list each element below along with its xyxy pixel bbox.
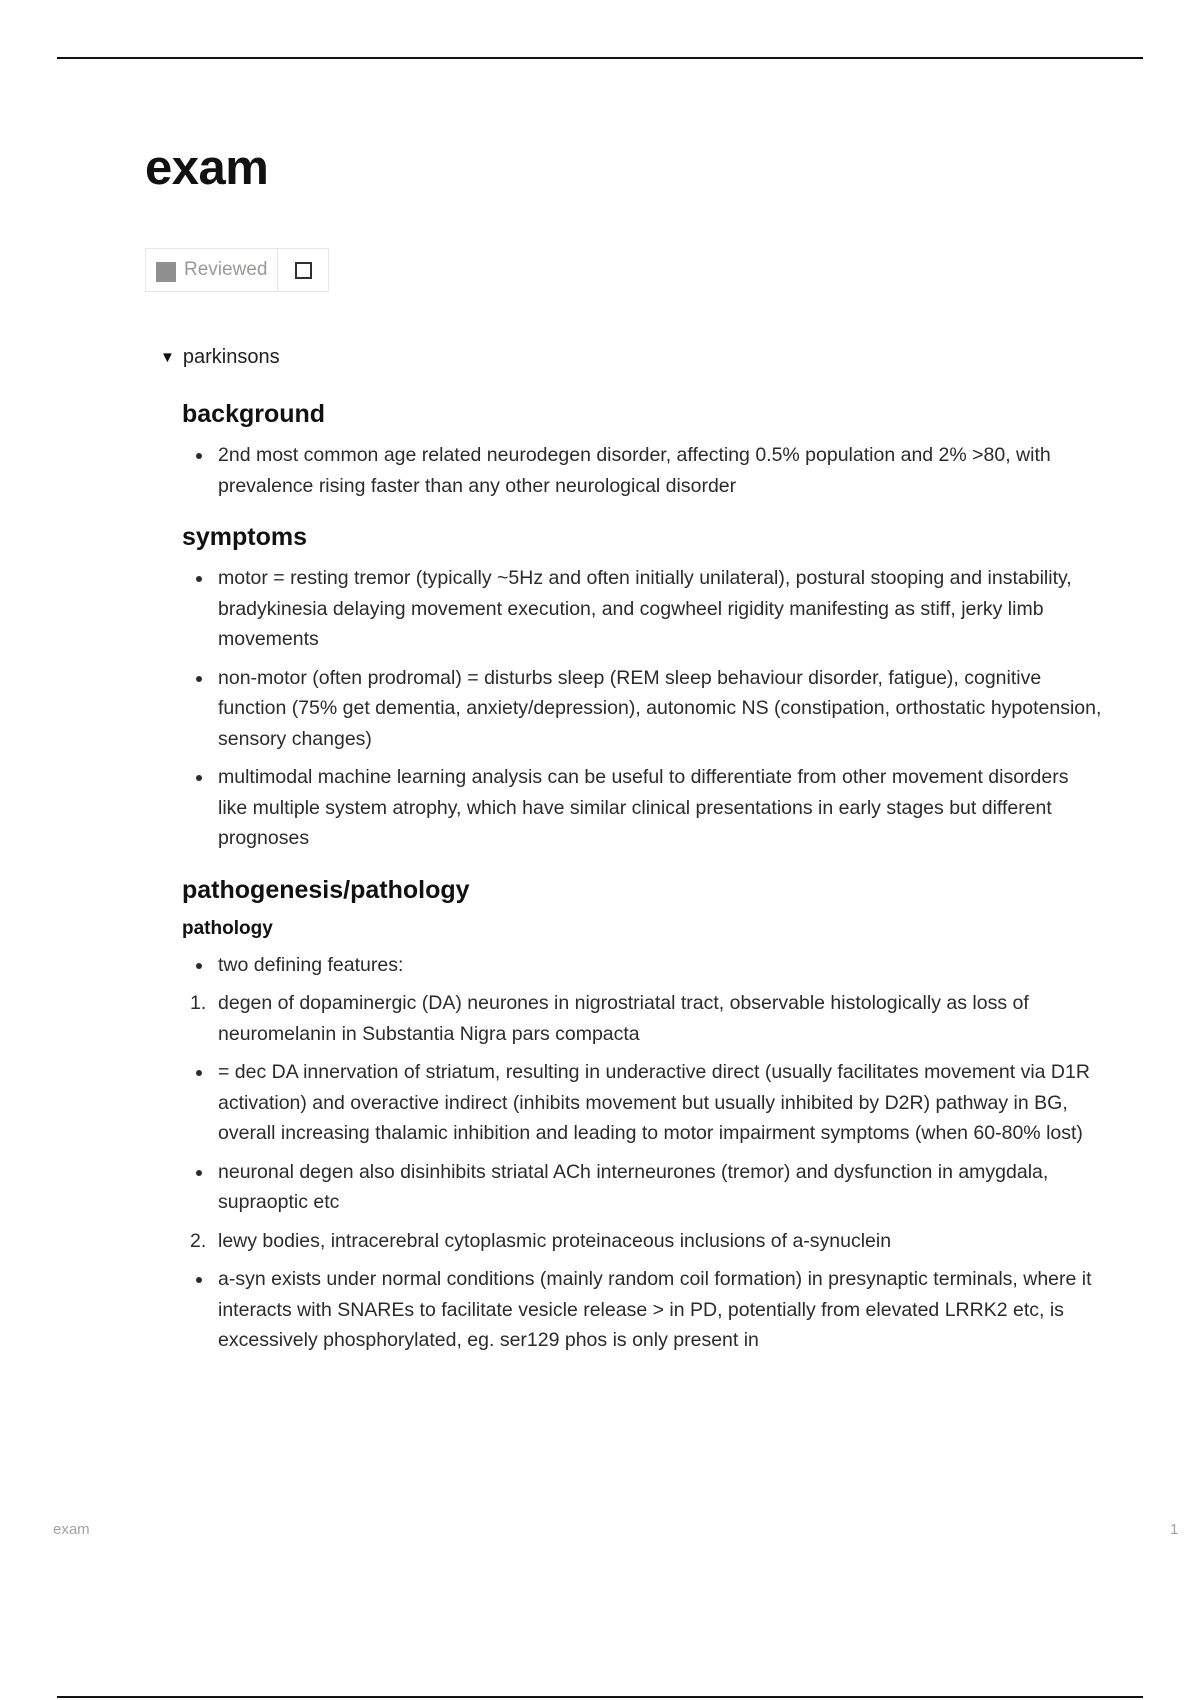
bullet-icon (196, 1277, 202, 1283)
toggle-content (182, 392, 1102, 1364)
numbered-item-text: degen of dopaminergic (DA) neurones in nigrostriatal tract, observable histologically as loss of neuromelanin in Substantia Nigra pars compacta (218, 992, 1029, 1045)
bottom-rule (57, 1696, 1143, 1698)
list-item-text: two defining features: (218, 953, 404, 976)
list-item (182, 950, 1102, 981)
list-item-text: non-motor (often prodromal) = disturbs sleep (REM sleep behaviour disorder, fatigue), cognitive function (75% get dementia, anxiety/depression), autonomic NS (constipation, orthostatic hypotension, sensory changes) (218, 666, 1102, 750)
bullet-icon (196, 453, 202, 459)
list-item (182, 762, 1102, 854)
reviewed-checkbox[interactable] (295, 262, 312, 279)
pathology-intro-list (182, 950, 1102, 981)
numbered-list-1 (182, 988, 1102, 1049)
numbered-item (182, 1226, 1102, 1257)
list-item-text: multimodal machine learning analysis can be useful to differentiate from other movement disorders like multiple system atrophy, which have similar clinical presentations in early stages but different prognoses (218, 766, 1069, 849)
background-list (182, 440, 1102, 501)
number-marker: 1. (190, 992, 207, 1014)
numbered-item-text: lewy bodies, intracerebral cytoplasmic proteinaceous inclusions of a-synuclein (218, 1229, 892, 1252)
parkinsons-toggle[interactable] (160, 346, 280, 369)
numbered-list-2 (182, 1226, 1102, 1257)
heading-symptoms: symptoms (182, 523, 308, 551)
list-item-text: a-syn exists under normal conditions (mainly random coil formation) in presynaptic terminals, where it interacts with SNAREs to facilitate vesicle release > in PD, potentially from elevated LRRK2 etc, is excessively phosphorylated, eg. ser129 phos is only present in (218, 1268, 1092, 1351)
page-title: exam (145, 141, 269, 195)
list-item (182, 1057, 1102, 1149)
toggle-label: parkinsons (182, 346, 280, 368)
list-item (182, 440, 1102, 501)
footer-page-number: 1 (1170, 1521, 1179, 1538)
checkbox-property-icon (156, 262, 176, 282)
bullet-icon (196, 775, 202, 781)
list-item-text: neuronal degen also disinhibits striatal ACh interneurones (tremor) and dysfunction in amygdala, supraoptic etc (218, 1160, 1049, 1213)
properties-table (145, 248, 329, 292)
list-item-text: 2nd most common age related neurodegen disorder, affecting 0.5% population and 2% >80, with prevalence rising faster than any other neurological disorder (218, 444, 1051, 497)
reviewed-property-name (146, 249, 278, 291)
list-item-text: motor = resting tremor (typically ~5Hz and often initially unilateral), postural stooping and instability, bradykinesia delaying movement execution, and cogwheel rigidity manifesting as stiff, jerky limb movements (218, 567, 1072, 650)
top-rule (57, 57, 1143, 59)
triangle-down-icon[interactable]: ▼ (160, 349, 175, 366)
list-item (182, 563, 1102, 655)
heading-background: background (182, 400, 326, 428)
bullet-icon (196, 1070, 202, 1076)
pathology-list-b (182, 1264, 1102, 1356)
pathology-list-a (182, 1057, 1102, 1218)
number-marker: 2. (190, 1229, 207, 1252)
list-item (182, 1264, 1102, 1356)
heading-pathogenesis: pathogenesis/pathology (182, 875, 470, 904)
bullet-icon (196, 1170, 202, 1176)
list-item (182, 1157, 1102, 1218)
numbered-item (182, 988, 1102, 1049)
reviewed-property-value[interactable] (278, 249, 328, 291)
bullet-icon (196, 963, 202, 969)
list-item-text: = dec DA innervation of striatum, resulting in underactive direct (usually facilitates movement via D1R activation) and overactive indirect (inhibits movement but usually inhibited by D2R) pathway in BG, overall increasing thalamic inhibition and leading to motor impairment symptoms (when 60-80% lost) (218, 1061, 1090, 1144)
reviewed-label: Reviewed (184, 259, 268, 280)
symptoms-list (182, 563, 1102, 854)
list-item (182, 663, 1102, 755)
bullet-icon (196, 576, 202, 582)
subheading-pathology: pathology (182, 917, 273, 939)
bullet-icon (196, 676, 202, 682)
footer-doc-name: exam (53, 1521, 90, 1538)
